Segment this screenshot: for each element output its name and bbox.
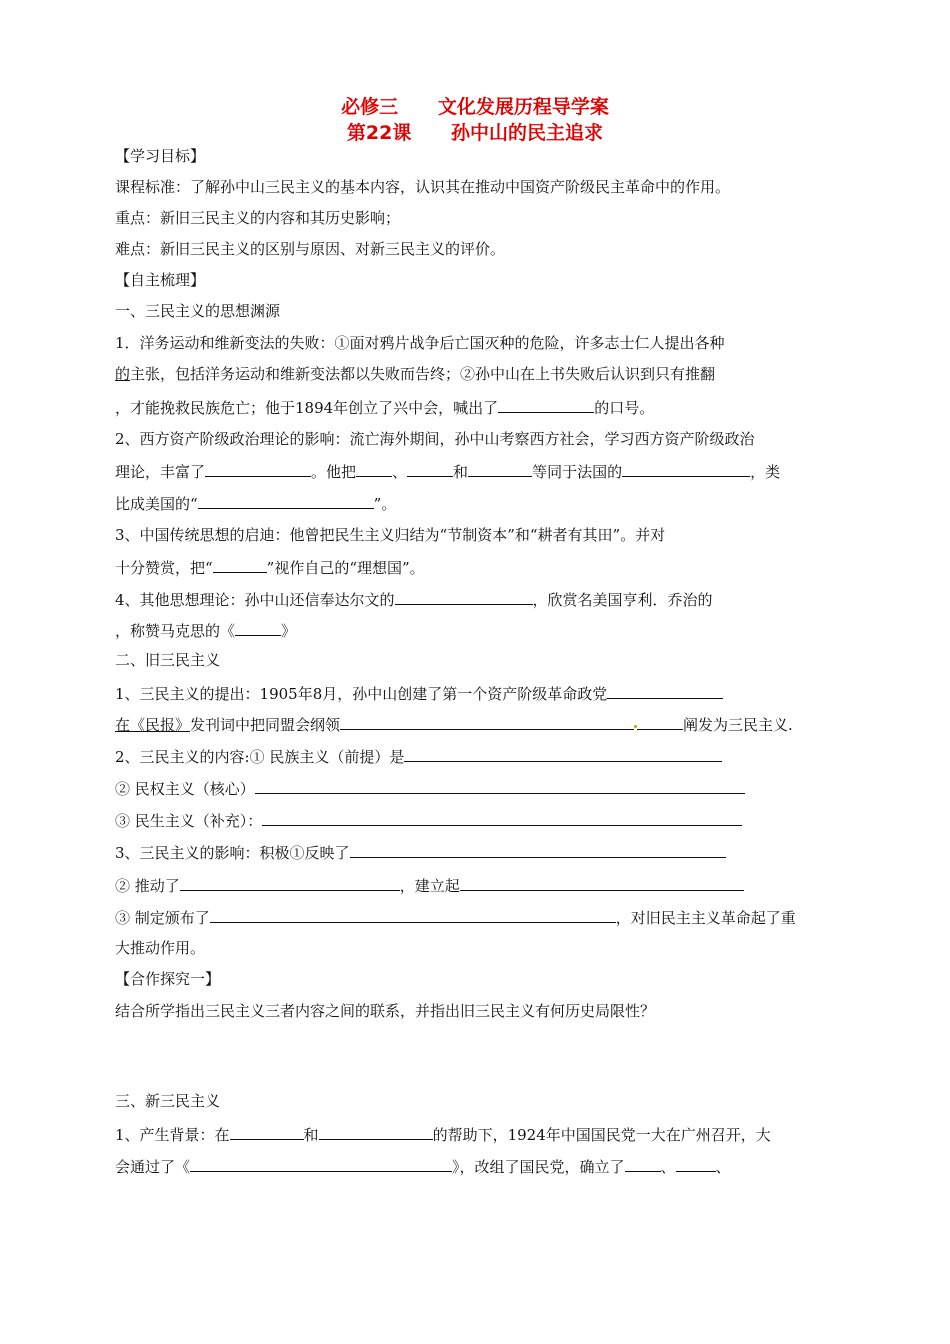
- blank[interactable]: [213, 556, 267, 573]
- blank[interactable]: [190, 1155, 452, 1172]
- s1-p1-line2: 的主张，包括洋务运动和维新变法都以失败而告终；②孙中山在上书失败后认识到只有推翻: [115, 365, 716, 383]
- s3-p1-line1: 1、产生背景：在 和 的帮助下，1924年中国国民党一大在广州召开，大: [115, 1123, 771, 1145]
- s1-p2-line2: 理论，丰富了 。他把 、 和 等同于法国的 ，类: [115, 460, 780, 482]
- blank[interactable]: [350, 841, 726, 858]
- blank[interactable]: [205, 460, 311, 477]
- s2-p2-line2: ② 民权主义（核心）: [115, 777, 745, 799]
- s2-p2-line1: 2、三民主义的内容:① 民族主义（前提）是: [115, 745, 722, 767]
- blank[interactable]: [340, 713, 634, 730]
- blank[interactable]: [625, 1155, 661, 1172]
- blank[interactable]: [255, 777, 745, 794]
- section2-title: 二、旧三民主义: [115, 651, 221, 669]
- s2-p3-line4: 大推动作用。: [115, 939, 206, 957]
- blank[interactable]: [407, 460, 453, 477]
- s1-p2-line1: 2、西方资产阶级政治理论的影响：流亡海外期间，孙中山考察西方社会，学习西方资产阶级政治: [115, 430, 755, 448]
- key-point: 重点：新旧三民主义的内容和其历史影响；: [115, 209, 401, 227]
- s1-p4-line2: ，称赞马克思的《 》: [115, 619, 296, 641]
- blank[interactable]: [356, 460, 392, 477]
- blank[interactable]: [319, 1123, 433, 1140]
- s1-p3-line1: 3、中国传统思想的启迪：他曾把民生主义归结为“节制资本”和“耕者有其田”。并对: [115, 526, 666, 544]
- blank[interactable]: [210, 906, 616, 923]
- goals-header: 【学习目标】: [115, 147, 206, 165]
- coop-question: 结合所学指出三民主义三者内容之间的联系，并指出旧三民主义有何历史局限性？: [115, 1002, 656, 1020]
- blank[interactable]: [198, 492, 374, 509]
- s1-p1-line3: ，才能挽救民族危亡；他于1894年创立了兴中会，喊出了 的口号。: [115, 396, 654, 418]
- blank[interactable]: [468, 460, 532, 477]
- s3-p1-line2: 会通过了《 》，改组了国民党，确立了 、 、: [115, 1155, 731, 1177]
- s2-p3-line2: ② 推动了 ，建立起: [115, 874, 744, 896]
- s2-p3-line3: ③ 制定颁布了 ，对旧民主主义革命起了重: [115, 906, 796, 928]
- s2-p1-line2: 在《民报》发刊词中把同盟会纲领 阐发为三民主义.: [115, 713, 793, 735]
- doc-title-line1: 必修三 文化发展历程导学案: [341, 96, 609, 118]
- s2-p2-line3: ③ 民生主义（补充）：: [115, 809, 742, 831]
- s2-p3-line1: 3、三民主义的影响：积极①反映了: [115, 841, 726, 863]
- s1-p3-line2: 十分赞赏，把“ ”视作自己的“理想国”。: [115, 556, 425, 578]
- section3-title: 三、新三民主义: [115, 1092, 221, 1110]
- blank[interactable]: [404, 745, 722, 762]
- blank[interactable]: [235, 619, 281, 636]
- coop-header: 【合作探究一】: [115, 970, 221, 988]
- review-header: 【自主梳理】: [115, 271, 206, 289]
- s1-p1-line1: 1．洋务运动和维新变法的失败：①面对鸦片战争后亡国灭种的危险，许多志士仁人提出各种: [115, 334, 725, 352]
- blank[interactable]: [180, 874, 400, 891]
- blank[interactable]: [622, 460, 750, 477]
- blank[interactable]: [498, 396, 594, 413]
- s2-p1-line1: 1、三民主义的提出：1905年8月，孙中山创建了第一个资产阶级革命政党: [115, 682, 723, 704]
- course-standard: 课程标准：了解孙中山三民主义的基本内容，认识其在推动中国资产阶级民主革命中的作用。: [115, 178, 731, 196]
- s1-p2-line3: 比成美国的“ ”。: [115, 492, 396, 514]
- blank[interactable]: [262, 809, 742, 826]
- section1-title: 一、三民主义的思想渊源: [115, 302, 281, 320]
- s1-p4-line1: 4、其他思想理论：孙中山还信奉达尔文的 ，欣赏名美国亨利．乔治的: [115, 588, 713, 610]
- blank[interactable]: [230, 1123, 304, 1140]
- blank[interactable]: [637, 713, 683, 730]
- blank[interactable]: [607, 682, 723, 699]
- blank[interactable]: [395, 588, 533, 605]
- difficult-point: 难点：新旧三民主义的区别与原因、对新三民主义的评价。: [115, 240, 506, 258]
- blank[interactable]: [676, 1155, 716, 1172]
- blank[interactable]: [460, 874, 744, 891]
- doc-title-line2: 第22课 孙中山的民主追求: [346, 122, 604, 144]
